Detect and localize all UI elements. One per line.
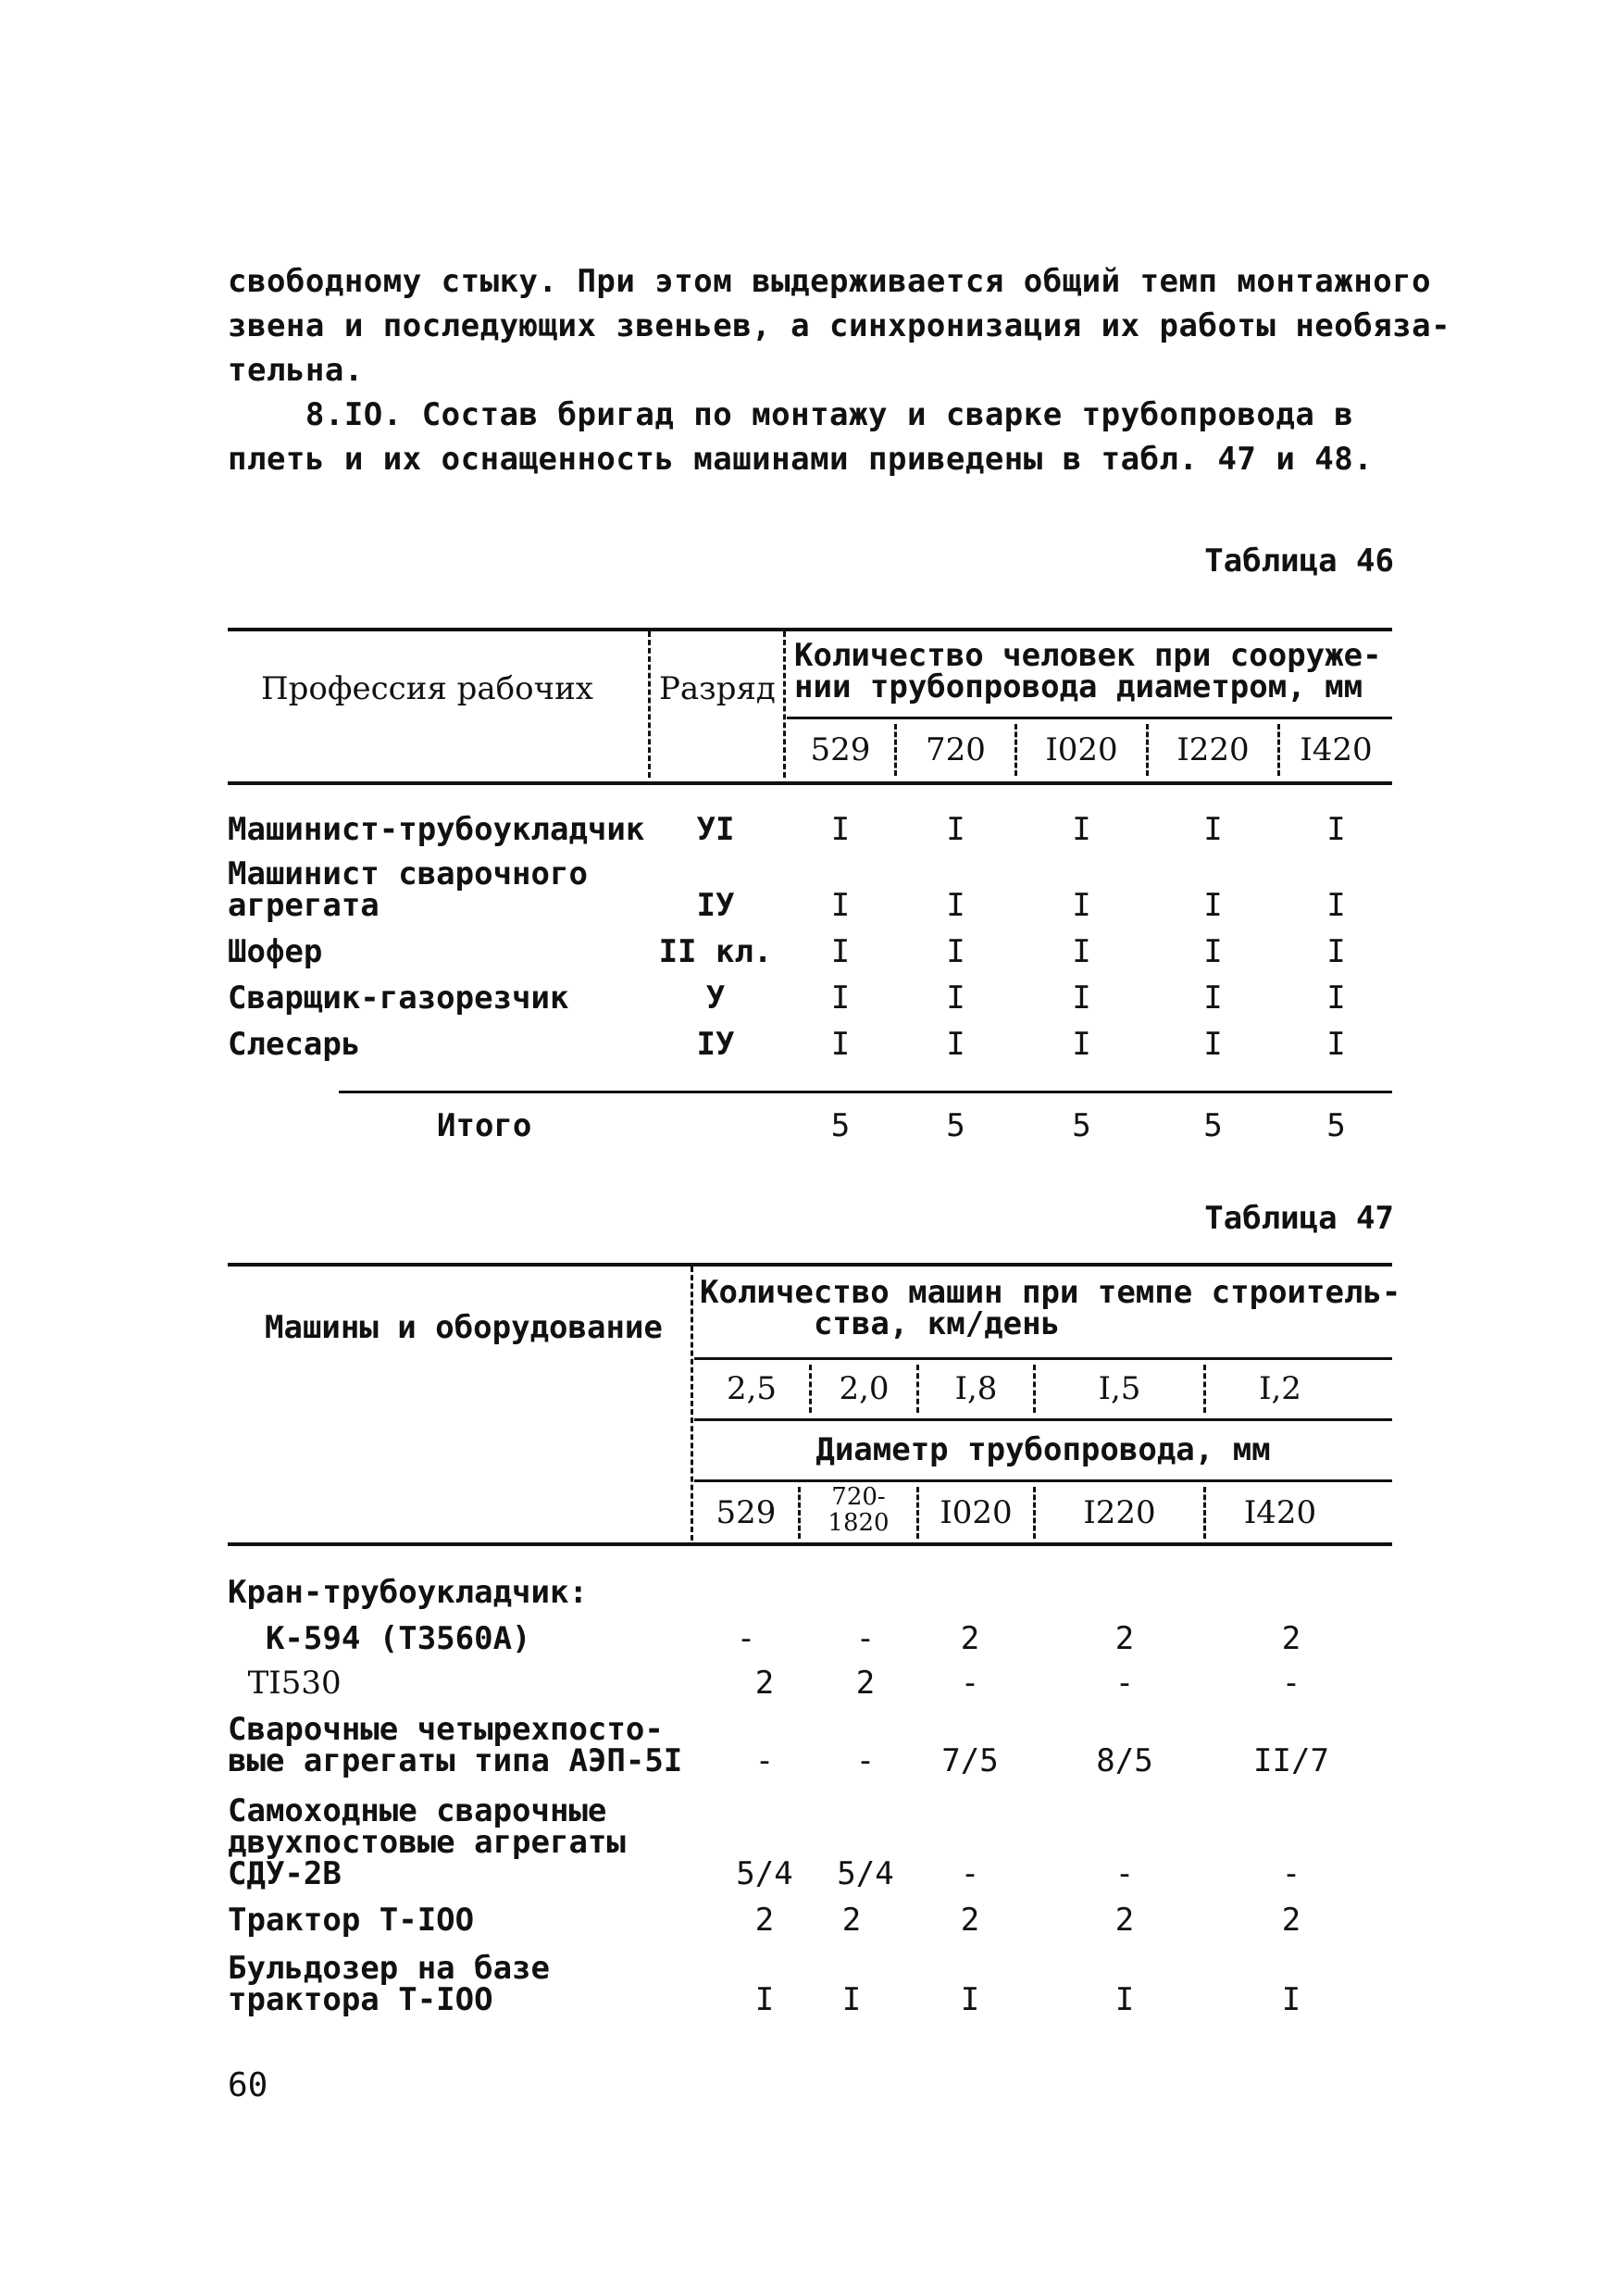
table47-rate: 2,0 bbox=[839, 1370, 890, 1407]
table47-row-name: СДУ-2В bbox=[228, 1855, 342, 1892]
table47-cell: - bbox=[960, 1855, 980, 1892]
table47-cell: - bbox=[960, 1665, 980, 1702]
table47-rate: I,8 bbox=[954, 1370, 998, 1407]
table47-row-name: Кран-трубоукладчик: bbox=[228, 1574, 588, 1611]
table47-cell: 7/5 bbox=[941, 1742, 999, 1779]
table46-total-cell: 5 bbox=[946, 1107, 965, 1144]
table46-diameter: I020 bbox=[1045, 731, 1118, 768]
table47-head-rule bbox=[694, 1479, 1392, 1482]
table46-cell: I bbox=[830, 933, 851, 970]
table46-head-rule bbox=[787, 717, 1392, 719]
table46-cell: I bbox=[946, 933, 965, 970]
table47-cell: II/7 bbox=[1253, 1742, 1329, 1779]
table47-cell: 5/4 bbox=[837, 1855, 894, 1892]
table46-cell: I bbox=[1072, 933, 1091, 970]
table47-head-bottom-rule bbox=[228, 1542, 1392, 1546]
table46-row-name: Слесарь bbox=[228, 1026, 361, 1063]
table47-rate: I,5 bbox=[1098, 1370, 1141, 1407]
table46-head-group: Количество человек при сооруже- bbox=[794, 637, 1382, 674]
table46-head-profession: Профессия рабочих bbox=[261, 670, 593, 707]
table46-cell: I bbox=[830, 1026, 851, 1063]
table46-cell: I bbox=[946, 811, 965, 848]
table46-diameter: 529 bbox=[810, 731, 871, 768]
table47-diameter: I220 bbox=[1083, 1494, 1156, 1531]
table46-total-rule bbox=[339, 1091, 1392, 1093]
table47-cell: I bbox=[841, 1981, 862, 2018]
table47-cell: - bbox=[855, 1620, 876, 1657]
table47-diameter: 529 bbox=[716, 1494, 777, 1531]
table46-cell: I bbox=[1203, 980, 1223, 1017]
table46-head-group: нии трубопровода диаметром, мм bbox=[794, 668, 1363, 705]
table47-cell: - bbox=[1281, 1855, 1301, 1892]
table46-diameter: 720 bbox=[926, 731, 986, 768]
table47-row-name: трактора Т-IOO bbox=[228, 1981, 493, 2018]
table47-diameter: 1820 bbox=[828, 1509, 890, 1537]
table47-cell: I bbox=[960, 1981, 980, 2018]
table47-cell: I bbox=[1114, 1981, 1135, 2018]
table47-diameter: I020 bbox=[940, 1494, 1013, 1531]
table47-diameter-title: Диаметр трубопровода, мм bbox=[815, 1431, 1271, 1468]
table46-cell: I bbox=[1326, 933, 1346, 970]
table47-cell: 2 bbox=[754, 1665, 775, 1702]
table46-row-grade: II кл. bbox=[658, 933, 773, 970]
table46-cell: I bbox=[830, 980, 851, 1017]
paragraph-line: плеть и их оснащенность машинами приведены в табл. 47 и 48. bbox=[228, 441, 1374, 478]
table46-diameter: I220 bbox=[1176, 731, 1250, 768]
table46-row-grade: У bbox=[705, 980, 726, 1017]
table46-row-name: Машинист сварочного bbox=[228, 855, 588, 892]
table47-cell: I bbox=[754, 1981, 775, 2018]
table46-divider bbox=[783, 631, 786, 778]
table47-cell: 2 bbox=[1114, 1620, 1135, 1657]
intro-paragraph bbox=[228, 259, 1451, 481]
table46-total-cell: 5 bbox=[1326, 1107, 1346, 1144]
table47-cell: - bbox=[1114, 1665, 1135, 1702]
table46-row-grade: IУ bbox=[696, 887, 735, 924]
table46-divider bbox=[648, 631, 651, 778]
table47-row-name: К-594 (ТЗ560А) bbox=[228, 1620, 531, 1657]
table46-cell: I bbox=[1326, 1026, 1346, 1063]
table47-cell: 2 bbox=[855, 1665, 876, 1702]
paragraph-line: свободному стыку. При этом выдерживается общий темп монтажного bbox=[228, 263, 1432, 300]
table47-cell: - bbox=[1281, 1665, 1301, 1702]
table46-cell: I bbox=[946, 887, 965, 924]
table46-total-cell: 5 bbox=[1072, 1107, 1091, 1144]
table47-cell: - bbox=[736, 1620, 756, 1657]
paragraph-line: 8.IO. Состав бригад по монтажу и сварке трубопровода в bbox=[228, 396, 1354, 433]
table46-cell: I bbox=[1326, 887, 1346, 924]
table46-cell: I bbox=[1072, 887, 1091, 924]
table47-head-machines: Машины и оборудование bbox=[265, 1309, 663, 1346]
table46-head-grade: Разряд bbox=[659, 670, 776, 707]
table47-cell: 2 bbox=[1281, 1620, 1301, 1657]
paragraph-line: тельна. bbox=[228, 352, 364, 389]
table46-cell: I bbox=[1072, 811, 1091, 848]
table46-row-grade: УI bbox=[696, 811, 735, 848]
table46-cell: I bbox=[830, 811, 851, 848]
table47-cell: 2 bbox=[754, 1902, 775, 1939]
table47-diameter: 720- bbox=[831, 1483, 886, 1511]
table47-cell: 2 bbox=[960, 1902, 980, 1939]
table46-cell: I bbox=[946, 1026, 965, 1063]
table46-cell: I bbox=[1203, 933, 1223, 970]
table46-caption: Таблица 46 bbox=[1204, 543, 1394, 580]
table47-top-rule bbox=[228, 1263, 1392, 1267]
table47-row-name: двухпостовые агрегаты bbox=[228, 1824, 626, 1861]
table47-head-group: Количество машин при темпе строитель- bbox=[700, 1274, 1401, 1311]
table46-head-bottom-rule bbox=[228, 781, 1392, 785]
table46-cell: I bbox=[1072, 980, 1091, 1017]
page-number: 60 bbox=[228, 2066, 268, 2104]
table47-cell: 2 bbox=[841, 1902, 862, 1939]
table46-cell: I bbox=[830, 887, 851, 924]
table47-cell: I bbox=[1281, 1981, 1301, 2018]
table46-top-rule bbox=[228, 628, 1392, 631]
table46-row-name: агрегата bbox=[228, 887, 380, 924]
table47-row-name: Трактор Т-IOO bbox=[228, 1902, 475, 1939]
table47-row-name: TI530 bbox=[228, 1665, 342, 1702]
table46-row-grade: IУ bbox=[696, 1026, 735, 1063]
table46-cell: I bbox=[1203, 1026, 1223, 1063]
table46-cell: I bbox=[1203, 811, 1223, 848]
table47-rate: I,2 bbox=[1259, 1370, 1301, 1407]
table47-divider bbox=[691, 1267, 693, 1541]
table46-total-cell: 5 bbox=[1203, 1107, 1223, 1144]
table47-cell: 5/4 bbox=[736, 1855, 793, 1892]
table47-head-rule bbox=[694, 1357, 1392, 1360]
table46-total-label: Итого bbox=[437, 1107, 532, 1144]
table47-cell: 2 bbox=[1114, 1902, 1135, 1939]
table46-row-name: Шофер bbox=[228, 933, 323, 970]
table46-row-name: Машинист-трубоукладчик bbox=[228, 811, 645, 848]
table47-row-name: Самоходные сварочные bbox=[228, 1792, 607, 1829]
table46-total-cell: 5 bbox=[830, 1107, 851, 1144]
table46-cell: I bbox=[946, 980, 965, 1017]
paragraph-line: звена и последующих звеньев, а синхронизация их работы необяза- bbox=[228, 307, 1451, 344]
table46-diameter: I420 bbox=[1300, 731, 1373, 768]
table47-diameter: I420 bbox=[1243, 1494, 1317, 1531]
table46-cell: I bbox=[1326, 811, 1346, 848]
table47-head-group: ства, км/день bbox=[813, 1305, 1061, 1342]
table46-row-name: Сварщик-газорезчик bbox=[228, 980, 569, 1017]
table47-cell: - bbox=[754, 1742, 775, 1779]
table47-cell: - bbox=[855, 1742, 876, 1779]
table47-cell: 2 bbox=[1281, 1902, 1301, 1939]
table47-row-name: Бульдозер на базе bbox=[228, 1950, 550, 1987]
table47-row-name: Сварочные четырехпосто- bbox=[228, 1711, 664, 1748]
table47-cell: - bbox=[1114, 1855, 1135, 1892]
table47-cell: 8/5 bbox=[1096, 1742, 1153, 1779]
table47-row-name: вые агрегаты типа АЭП-5I bbox=[228, 1742, 683, 1779]
table47-head-rule bbox=[694, 1418, 1392, 1421]
table47-caption: Таблица 47 bbox=[1204, 1200, 1394, 1237]
table46-cell: I bbox=[1326, 980, 1346, 1017]
table46-cell: I bbox=[1072, 1026, 1091, 1063]
table47-rate: 2,5 bbox=[726, 1370, 778, 1407]
table46-cell: I bbox=[1203, 887, 1223, 924]
table47-cell: 2 bbox=[960, 1620, 980, 1657]
